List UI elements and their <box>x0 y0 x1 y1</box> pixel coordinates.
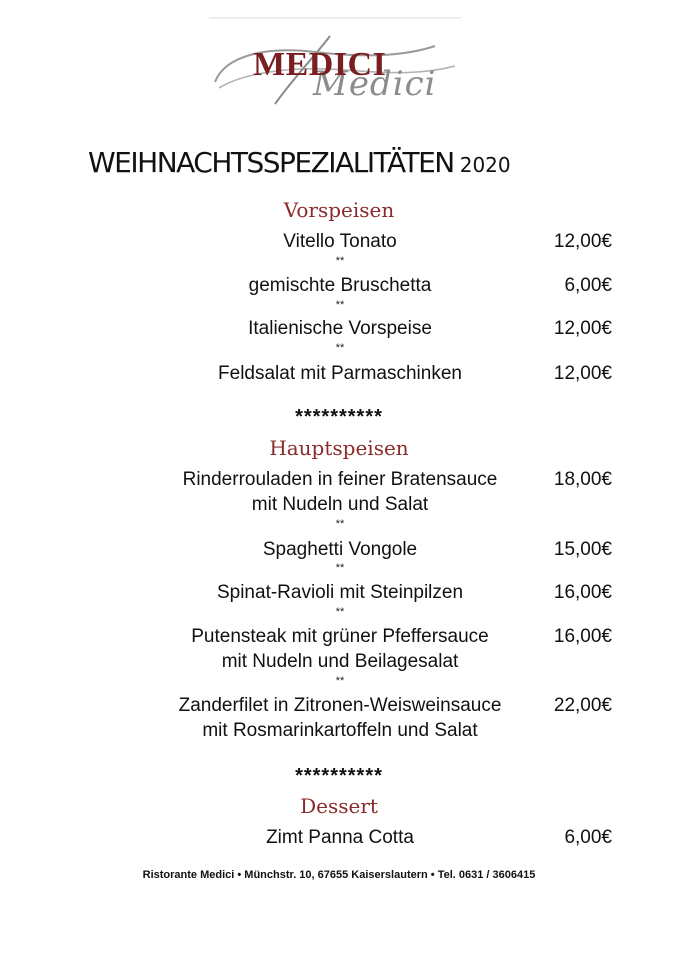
menu-item-name: Feldsalat mit Parmaschinken <box>218 363 462 384</box>
menu-item-name: gemischte Bruschetta <box>248 275 432 296</box>
item-separator: ** <box>335 518 345 530</box>
item-separator: ** <box>335 299 345 311</box>
menu-item-name: Rinderrouladen in feiner Bratensauce <box>182 469 498 490</box>
menu-item-description: mit Nudeln und Salat <box>251 494 429 515</box>
menu-item-name: Zanderfilet in Zitronen-Weisweinsauce <box>178 695 502 716</box>
menu-item-price: 18,00€ <box>553 469 612 490</box>
menu-item-name: Spinat-Ravioli mit Steinpilzen <box>216 582 464 603</box>
section-divider: ********** <box>295 765 383 787</box>
menu-item-description: mit Nudeln und Beilagesalat <box>221 651 459 672</box>
logo-script-text: Medici <box>313 64 437 104</box>
item-separator: ** <box>335 562 345 574</box>
menu-item-name: Vitello Tonato <box>283 231 397 252</box>
item-separator: ** <box>335 342 345 354</box>
menu-item-name: Spaghetti Vongole <box>262 539 418 560</box>
logo-main-text: MEDICI <box>253 46 387 83</box>
section-heading-dessert: Dessert <box>300 794 378 818</box>
menu-item-price: 16,00€ <box>553 582 612 603</box>
menu-item-description: mit Rosmarinkartoffeln und Salat <box>202 720 478 741</box>
menu-item-price: 6,00€ <box>564 275 612 296</box>
title-year: 2020 <box>459 153 511 177</box>
menu-item-price: 12,00€ <box>553 231 612 252</box>
section-heading-hauptspeisen: Hauptspeisen <box>269 436 409 460</box>
page-title <box>88 146 511 179</box>
menu-item-price: 22,00€ <box>553 695 612 716</box>
menu-item-price: 12,00€ <box>553 363 612 384</box>
title-text: WEIHNACHTSSPEZIALITÄTEN <box>88 146 454 179</box>
item-separator: ** <box>335 675 345 687</box>
menu-item-price: 15,00€ <box>553 539 612 560</box>
menu-item-name: Putensteak mit grüner Pfeffersauce <box>191 626 489 647</box>
footer-address: Ristorante Medici • Münchstr. 10, 67655 Kaiserslautern • Tel. 0631 / 3606415 <box>142 869 536 881</box>
item-separator: ** <box>335 606 345 618</box>
restaurant-logo <box>205 16 465 111</box>
menu-item-price: 16,00€ <box>553 626 612 647</box>
menu-item-price: 12,00€ <box>553 318 612 339</box>
section-divider: ********** <box>295 406 383 428</box>
menu-item-price: 6,00€ <box>564 827 612 848</box>
menu-item-name: Italienische Vorspeise <box>248 318 432 339</box>
item-separator: ** <box>335 255 345 267</box>
section-heading-vorspeisen: Vorspeisen <box>283 198 395 222</box>
menu-item-name: Zimt Panna Cotta <box>266 827 414 848</box>
